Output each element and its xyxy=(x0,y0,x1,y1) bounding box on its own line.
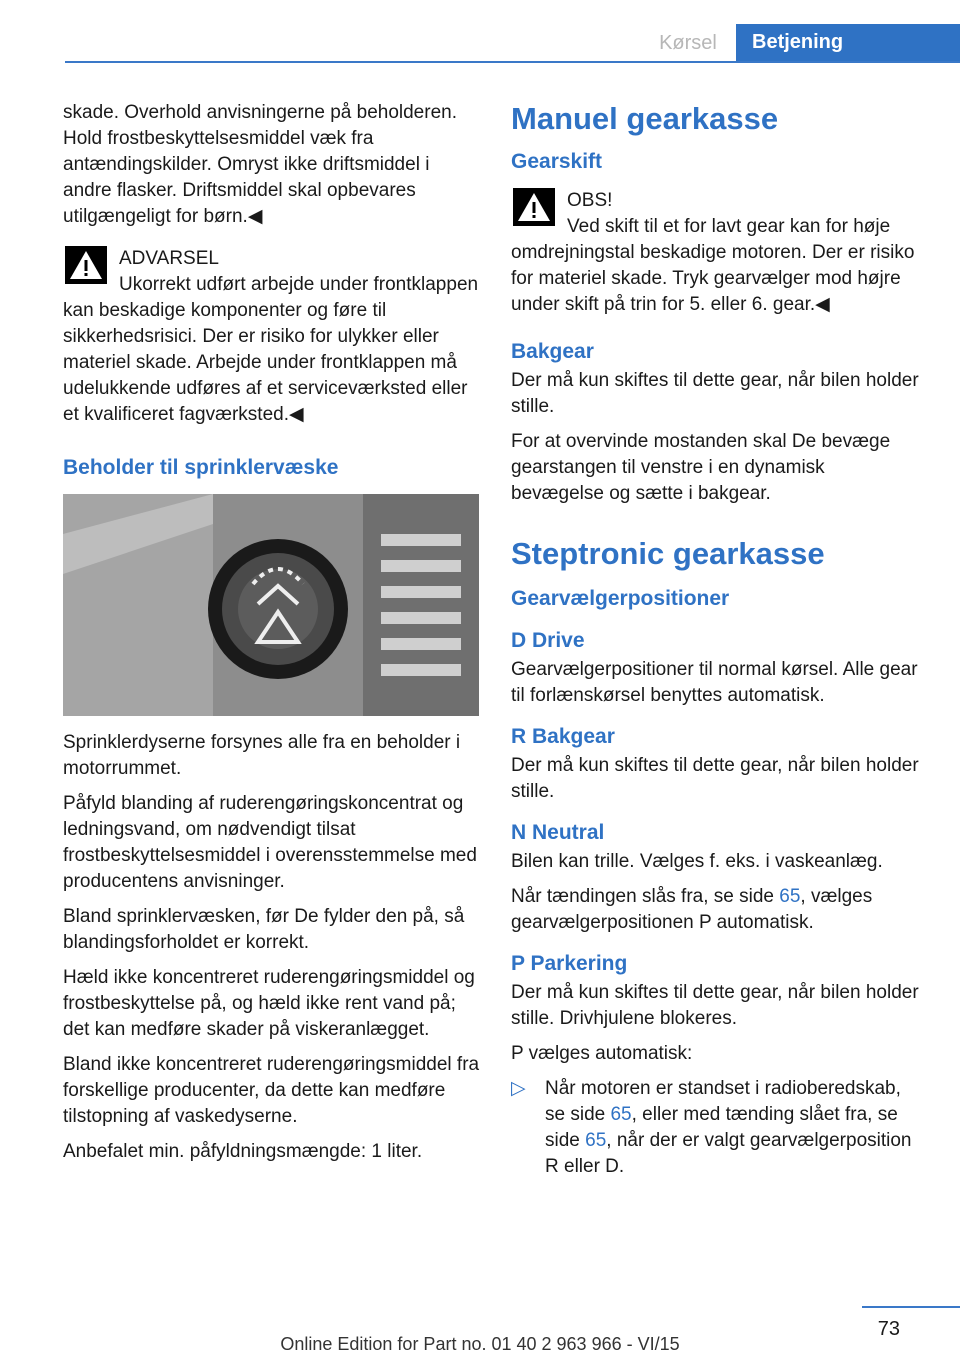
paragraph-5: Bland ikke koncentreret ruderengøringsmiddel fra forskellige producenter, da dette kan medføre tilstopning af vaskedyserne. xyxy=(63,1054,480,1127)
bullet-text-part: , når der er valgt gearvælgerposition R eller D. xyxy=(545,1130,912,1177)
list-item xyxy=(511,1076,921,1180)
left-column xyxy=(63,100,481,1174)
d-drive-text: Gearvælgerpositioner til normal kørsel. Alle gear til forlænskørsel benyttes automatisk. xyxy=(511,659,918,706)
n-neutral-text-1: Bilen kan trille. Vælges f. eks. i vaskeanlæg. xyxy=(511,851,883,872)
paragraph-4: Hæld ikke koncentreret ruderengøringsmiddel og frostbeskyttelse på, og hæld ikke rent vand på; det kan medføre skader på viskeranlægget. xyxy=(63,967,475,1040)
paragraph-6: Anbefalet min. påfyldningsmængde: 1 liter. xyxy=(63,1141,423,1162)
heading-gearvaelgerpositioner: Gearvælgerpositioner xyxy=(511,587,730,610)
page-link-65[interactable]: 65 xyxy=(585,1130,607,1151)
warning-icon xyxy=(513,188,555,226)
tab-betjening[interactable]: Betjening xyxy=(736,24,960,61)
right-column xyxy=(511,100,921,1189)
notice-text: Ved skift til et for lavt gear kan for høje omdrejningstal beskadige motoren. Der er risiko for materiel skade. Tryk gearvælger mod højre under skift på trin for 5. eller 6. gear.◀ xyxy=(511,216,915,315)
notice-title: OBS! xyxy=(567,190,613,211)
washer-reservoir-photo xyxy=(63,494,479,716)
bullet-triangle-icon: ▷ xyxy=(511,1078,526,1099)
header-rule xyxy=(65,61,960,63)
heading-bakgear: Bakgear xyxy=(511,340,594,363)
paragraph-1: Sprinklerdyserne forsynes alle fra en beholder i motorrummet. xyxy=(63,732,461,779)
page-number: 73 xyxy=(877,1318,900,1340)
bullet-text-part: Når motoren er standset i radioberedskab, se side xyxy=(545,1078,901,1125)
paragraph-3: Bland sprinklervæsken, før De fylder den på, så blandingsforholdet er korrekt. xyxy=(63,906,465,953)
heading-d-drive: D Drive xyxy=(511,629,585,652)
bakgear-paragraph-1: Der må kun skiftes til dette gear, når bilen holder stille. xyxy=(511,370,919,417)
edition-footer: Online Edition for Part no. 01 40 2 963 966 - VI/15 xyxy=(280,1334,680,1354)
n-text-part: Når tændingen slås fra, se side xyxy=(511,886,780,907)
p-auto-text: P vælges automatisk: xyxy=(511,1043,693,1064)
warning-block xyxy=(63,246,481,428)
p-parkering-text: Der må kun skiftes til dette gear, når bilen holder stille. Drivhjulene blokeres. xyxy=(511,982,919,1029)
warning-icon xyxy=(65,246,107,284)
heading-steptronic: Steptronic gearkasse xyxy=(511,536,825,571)
section-heading-sprinkler: Beholder til sprinklervæske xyxy=(63,456,339,479)
warning-title: ADVARSEL xyxy=(119,248,219,269)
heading-manuel-gearkasse: Manuel gearkasse xyxy=(511,101,779,136)
tab-korsel[interactable]: Kørsel xyxy=(659,32,717,54)
warning-text: Ukorrekt udført arbejde under frontklappen kan beskadige komponenter og føre til sikkerhedsrisici. Der er risiko for ulykker eller materiel skade. Arbejde under frontklappen må udelukkende udføres af et serviceværksted eller et kvalificeret fagværksted.◀ xyxy=(63,274,479,425)
r-bakgear-text: Der må kun skiftes til dette gear, når bilen holder stille. xyxy=(511,755,919,802)
notice-block xyxy=(511,188,921,318)
paragraph-2: Påfyld blanding af ruderengøringskoncentrat og ledningsvand, om nødvendigt tilsat frostbeskyttelsesmiddel i overensstemmelse med producentens anvisninger. xyxy=(63,793,477,892)
page-link-65[interactable]: 65 xyxy=(779,886,801,907)
page-number-rule xyxy=(862,1306,960,1308)
bakgear-paragraph-2: For at overvinde mostanden skal De bevæge gearstangen til venstre i en dynamisk bevægelse og sætte i bakgear. xyxy=(511,431,891,504)
bullet-text-part: , eller med tænding slået fra, se side xyxy=(545,1104,898,1151)
heading-n-neutral: N Neutral xyxy=(511,821,605,844)
intro-paragraph: skade. Overhold anvisningerne på beholderen. Hold frostbeskyttelsesmiddel væk fra antændingskilder. Omryst ikke driftsmiddel i andre flasker. Driftsmiddel skal opbevares utilgængeligt for børn.◀ xyxy=(63,102,457,227)
n-text-part: , vælges gearvælgerpositionen P automatisk. xyxy=(511,886,873,933)
heading-p-parkering: P Parkering xyxy=(511,952,628,975)
heading-gearskift: Gearskift xyxy=(511,150,603,173)
page-link-65[interactable]: 65 xyxy=(610,1104,632,1125)
n-neutral-text-2 xyxy=(511,884,921,936)
heading-r-bakgear: R Bakgear xyxy=(511,725,615,748)
